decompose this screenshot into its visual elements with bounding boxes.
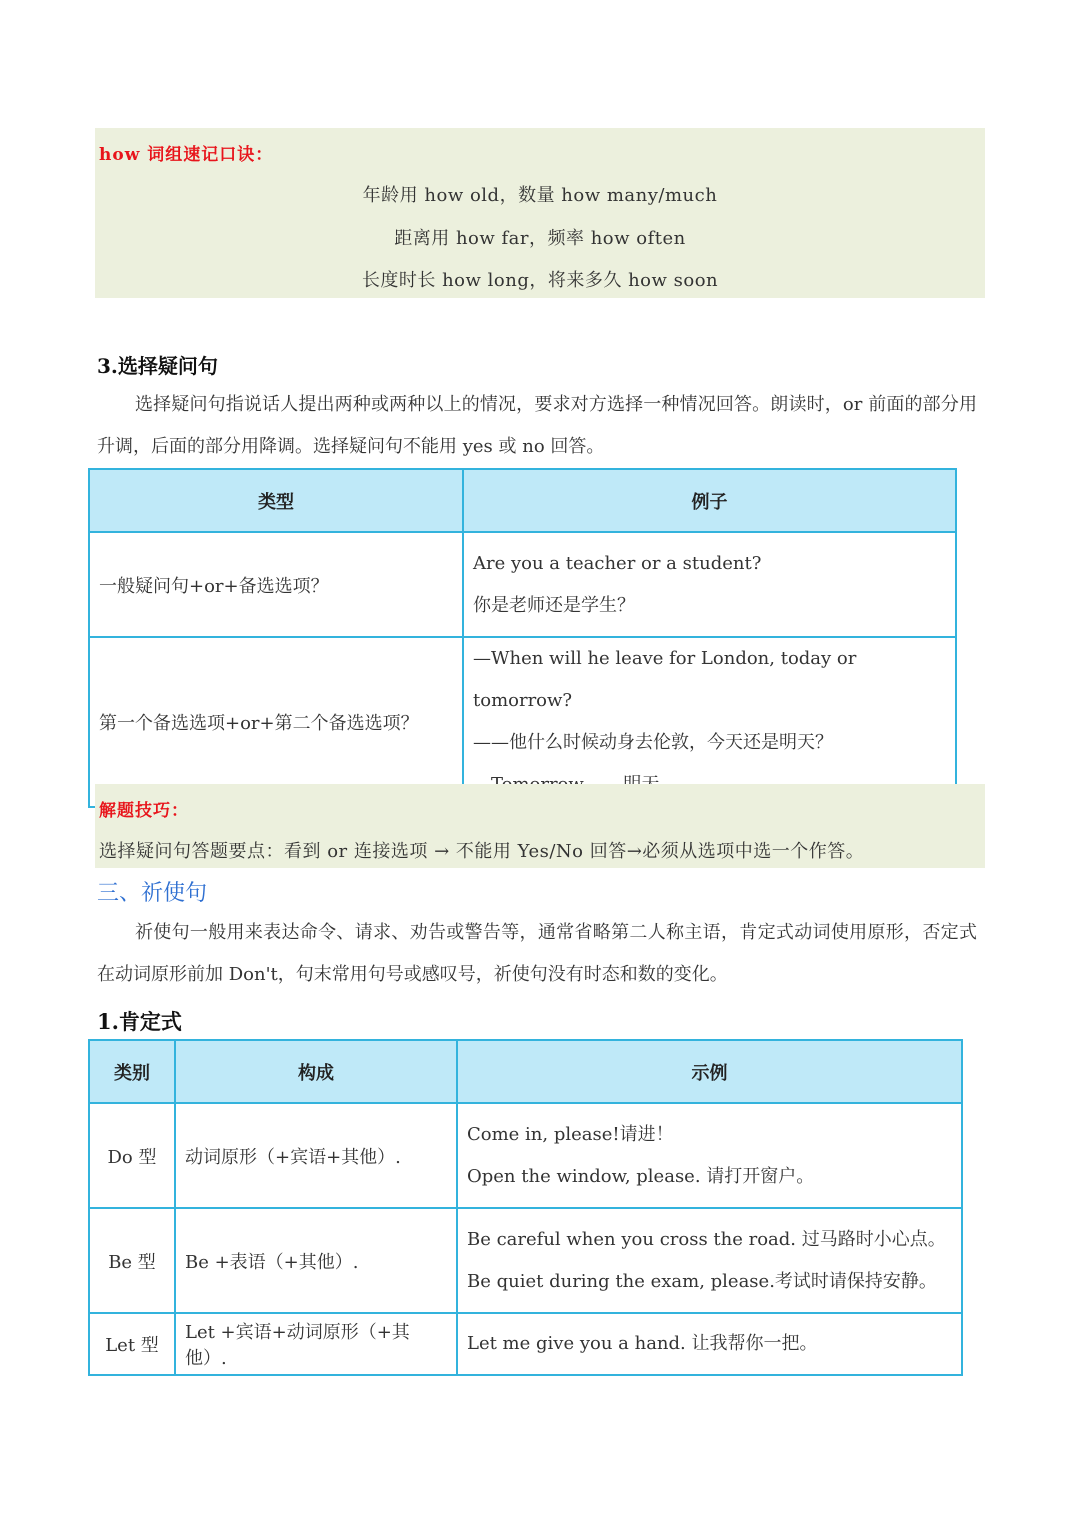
mnemonic-box: [95, 128, 985, 298]
example-line: Come in, please!请进！: [467, 1123, 674, 1145]
mnemonic-line: 长度时长 how long，将来多久 how soon: [361, 270, 719, 291]
example-line: Be careful when you cross the road. 过马路时小心点。: [467, 1228, 946, 1250]
example-line: Let me give you a hand. 让我帮你一把。: [467, 1333, 818, 1354]
example-line: Open the window, please. 请打开窗户。: [467, 1165, 815, 1187]
skill-text: 选择疑问句答题要点：看到 or 连接选项 → 不能用 Yes/No 回答→必须从选项中选一个作答。: [99, 841, 865, 862]
imperative-table: [88, 1039, 963, 1376]
category-cell: Let 型: [89, 1313, 175, 1375]
example-cell: [457, 1103, 962, 1208]
example-line: Be quiet during the exam, please.考试时请保持安静。: [467, 1270, 937, 1292]
table-row: [89, 532, 956, 637]
skill-title: 解题技巧：: [99, 801, 189, 821]
category-cell: Be 型: [89, 1208, 175, 1313]
chapter-heading: 三、祈使句: [97, 881, 208, 906]
example-line: Are you a teacher or a student?: [473, 552, 762, 574]
mnemonic-line: 距离用 how far，频率 how often: [394, 228, 686, 249]
category-cell: Do 型: [89, 1103, 175, 1208]
section-paragraph: 祈使句一般用来表达命令、请求、劝告或警告等，通常省略第二人称主语，肯定式动词使用原形，否定式在动词原形前加 Don't，句末常用句号或感叹号，祈使句没有时态和数的变化。: [97, 922, 977, 985]
table-row: [89, 1313, 962, 1375]
section-heading: 3.选择疑问句: [97, 354, 218, 378]
structure-cell: Be +表语（+其他）.: [175, 1208, 457, 1313]
example-cell: [463, 637, 956, 807]
skill-box: [95, 784, 985, 868]
example-cell: [457, 1313, 962, 1375]
example-cell: [463, 532, 956, 637]
type-cell: 第一个备选选项+or+第二个备选选项？: [89, 637, 463, 807]
example-line: —When will he leave for London, today or tomorrow?: [473, 648, 857, 711]
structure-cell: 动词原形（+宾语+其他）.: [175, 1103, 457, 1208]
table-row: [89, 637, 956, 807]
column-header: 构成: [175, 1040, 457, 1103]
table-header-row: [89, 1040, 962, 1103]
table-header-row: [89, 469, 956, 532]
example-line: 你是老师还是学生？: [473, 594, 635, 616]
column-header: 类型: [89, 469, 463, 532]
section-paragraph: 选择疑问句指说话人提出两种或两种以上的情况，要求对方选择一种情况回答。朗读时，or 前面的部分用升调，后面的部分用降调。选择疑问句不能用 yes 或 no 回答。: [97, 394, 977, 457]
type-cell: 一般疑问句+or+备选选项？: [89, 532, 463, 637]
mnemonic-line: 年龄用 how old，数量 how many/much: [362, 185, 718, 206]
example-cell: [457, 1208, 962, 1313]
table-row: [89, 1208, 962, 1313]
example-line: ——他什么时候动身去伦敦，今天还是明天？: [473, 732, 833, 753]
column-header: 示例: [457, 1040, 962, 1103]
mnemonic-title: how 词组速记口诀：: [99, 145, 274, 165]
column-header: 类别: [89, 1040, 175, 1103]
structure-cell: Let +宾语+动词原形（+其他）.: [175, 1313, 457, 1375]
table-row: [89, 1103, 962, 1208]
choice-question-table: [88, 468, 957, 808]
column-header: 例子: [463, 469, 956, 532]
subsection-heading: 1.肯定式: [97, 1009, 182, 1034]
